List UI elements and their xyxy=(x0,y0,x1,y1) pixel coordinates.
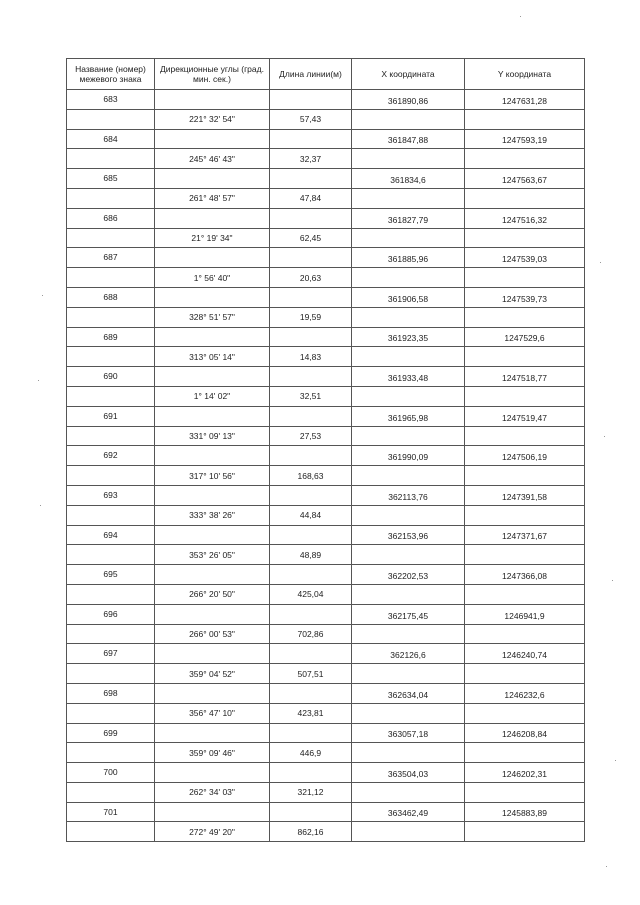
table-cell-name xyxy=(67,822,155,842)
table-cell-length xyxy=(270,129,352,149)
table-cell-x xyxy=(352,545,465,565)
table-row xyxy=(67,584,585,604)
table-cell-y xyxy=(465,149,585,169)
table-cell-x xyxy=(352,466,465,486)
table-cell-name: 694 xyxy=(67,525,155,545)
table-cell-length: 57,43 xyxy=(270,109,352,129)
table-cell-length: 47,84 xyxy=(270,188,352,208)
table-cell-name xyxy=(67,386,155,406)
table-cell-x xyxy=(352,782,465,802)
table-cell-name: 697 xyxy=(67,644,155,664)
table-cell-angle xyxy=(155,525,270,545)
table-cell-x: 361965,98 xyxy=(352,406,465,426)
table-cell-x: 361990,09 xyxy=(352,446,465,466)
table-cell-x xyxy=(352,347,465,367)
table-cell-length: 168,63 xyxy=(270,466,352,486)
table-cell-angle xyxy=(155,565,270,585)
table-row xyxy=(67,327,585,347)
table-cell-angle: 1° 14' 02" xyxy=(155,386,270,406)
table-cell-length: 507,51 xyxy=(270,664,352,684)
table-cell-name: 701 xyxy=(67,802,155,822)
table-cell-angle xyxy=(155,763,270,783)
table-cell-y xyxy=(465,109,585,129)
table-cell-length xyxy=(270,406,352,426)
table-row xyxy=(67,763,585,783)
table-cell-length xyxy=(270,169,352,189)
table-cell-angle xyxy=(155,723,270,743)
scan-speck xyxy=(600,262,601,263)
table-cell-x xyxy=(352,188,465,208)
header-x: X координата xyxy=(352,59,465,90)
header-row xyxy=(67,59,585,90)
table-cell-length xyxy=(270,367,352,387)
table-cell-x: 362202,53 xyxy=(352,565,465,585)
table-cell-x: 363504,03 xyxy=(352,763,465,783)
table-header xyxy=(67,59,585,90)
table-cell-angle xyxy=(155,446,270,466)
table-cell-length: 44,84 xyxy=(270,505,352,525)
table-row xyxy=(67,782,585,802)
table-cell-y xyxy=(465,624,585,644)
table-cell-name: 685 xyxy=(67,169,155,189)
table-cell-y: 1245883,89 xyxy=(465,802,585,822)
table-cell-length xyxy=(270,485,352,505)
table-row xyxy=(67,248,585,268)
table-row xyxy=(67,406,585,426)
table-cell-x xyxy=(352,664,465,684)
table-cell-name xyxy=(67,703,155,723)
table-cell-x xyxy=(352,584,465,604)
table-cell-y xyxy=(465,664,585,684)
table-cell-x: 362634,04 xyxy=(352,683,465,703)
table-cell-x: 361923,35 xyxy=(352,327,465,347)
table-cell-length xyxy=(270,802,352,822)
table-row xyxy=(67,287,585,307)
table-cell-y xyxy=(465,188,585,208)
table-cell-x xyxy=(352,149,465,169)
table-cell-x xyxy=(352,307,465,327)
table-cell-y: 1247366,08 xyxy=(465,565,585,585)
table-cell-name: 698 xyxy=(67,683,155,703)
table-cell-x xyxy=(352,268,465,288)
table-cell-y xyxy=(465,782,585,802)
table-row xyxy=(67,307,585,327)
header-y: Y координата xyxy=(465,59,585,90)
table-cell-name xyxy=(67,426,155,446)
table-cell-y xyxy=(465,307,585,327)
table-cell-name xyxy=(67,307,155,327)
table-cell-length xyxy=(270,446,352,466)
table-cell-y xyxy=(465,743,585,763)
table-cell-x: 361890,86 xyxy=(352,90,465,110)
table-row xyxy=(67,347,585,367)
table-cell-x xyxy=(352,822,465,842)
table-cell-name xyxy=(67,228,155,248)
table-cell-angle xyxy=(155,169,270,189)
table-cell-name xyxy=(67,268,155,288)
table-cell-angle: 272° 49' 20" xyxy=(155,822,270,842)
table-cell-angle xyxy=(155,604,270,624)
table-row xyxy=(67,703,585,723)
scan-speck xyxy=(40,505,41,506)
table-cell-x: 363057,18 xyxy=(352,723,465,743)
table-cell-angle: 353° 26' 05" xyxy=(155,545,270,565)
table-cell-length xyxy=(270,604,352,624)
table-cell-name xyxy=(67,664,155,684)
table-cell-name xyxy=(67,347,155,367)
table-cell-y xyxy=(465,505,585,525)
table-cell-length xyxy=(270,208,352,228)
table-cell-y xyxy=(465,347,585,367)
table-cell-y: 1247539,03 xyxy=(465,248,585,268)
table-row xyxy=(67,664,585,684)
table-cell-length: 27,53 xyxy=(270,426,352,446)
table-cell-x: 361847,88 xyxy=(352,129,465,149)
table-cell-name xyxy=(67,149,155,169)
table-cell-angle: 1° 56' 40" xyxy=(155,268,270,288)
table-cell-angle xyxy=(155,485,270,505)
table-cell-length: 702,86 xyxy=(270,624,352,644)
table-cell-length: 48,89 xyxy=(270,545,352,565)
table-row xyxy=(67,386,585,406)
table-body xyxy=(67,90,585,842)
table-cell-y: 1247516,32 xyxy=(465,208,585,228)
scan-speck xyxy=(606,866,607,867)
table-cell-length: 446,9 xyxy=(270,743,352,763)
table-cell-length: 19,59 xyxy=(270,307,352,327)
table-cell-angle: 313° 05' 14" xyxy=(155,347,270,367)
table-cell-angle xyxy=(155,287,270,307)
table-cell-length: 425,04 xyxy=(270,584,352,604)
table-cell-name: 684 xyxy=(67,129,155,149)
table-cell-name: 692 xyxy=(67,446,155,466)
table-cell-y: 1247371,67 xyxy=(465,525,585,545)
table-cell-x xyxy=(352,386,465,406)
table-row xyxy=(67,446,585,466)
table-cell-x: 361933,48 xyxy=(352,367,465,387)
table-cell-length xyxy=(270,723,352,743)
table-cell-x: 362126,6 xyxy=(352,644,465,664)
table-cell-angle xyxy=(155,406,270,426)
table-cell-y xyxy=(465,426,585,446)
table-cell-length: 20,63 xyxy=(270,268,352,288)
table-cell-x: 363462,49 xyxy=(352,802,465,822)
table-row xyxy=(67,565,585,585)
table-cell-length xyxy=(270,248,352,268)
table-cell-length xyxy=(270,90,352,110)
table-row xyxy=(67,644,585,664)
table-cell-length xyxy=(270,644,352,664)
table-row xyxy=(67,624,585,644)
scan-speck xyxy=(520,16,521,17)
table-cell-name: 693 xyxy=(67,485,155,505)
table-cell-x xyxy=(352,228,465,248)
table-cell-angle xyxy=(155,90,270,110)
table-cell-angle xyxy=(155,248,270,268)
header-angle: Дирекционные углы (град. мин. сек.) xyxy=(155,59,270,90)
table-cell-name xyxy=(67,624,155,644)
table-cell-x: 361885,96 xyxy=(352,248,465,268)
table-cell-length: 423,81 xyxy=(270,703,352,723)
table-cell-name xyxy=(67,584,155,604)
table-cell-angle: 221° 32' 54" xyxy=(155,109,270,129)
table-cell-name xyxy=(67,782,155,802)
table-row xyxy=(67,109,585,129)
table-row xyxy=(67,822,585,842)
table-cell-angle: 359° 04' 52" xyxy=(155,664,270,684)
table-cell-angle: 21° 19' 34" xyxy=(155,228,270,248)
table-cell-y: 1247529,6 xyxy=(465,327,585,347)
table-cell-name: 691 xyxy=(67,406,155,426)
table-cell-x: 361906,58 xyxy=(352,287,465,307)
table-row xyxy=(67,604,585,624)
table-cell-length xyxy=(270,683,352,703)
table-cell-name xyxy=(67,743,155,763)
table-cell-x xyxy=(352,703,465,723)
table-row xyxy=(67,228,585,248)
table-row xyxy=(67,426,585,446)
table-cell-length: 32,37 xyxy=(270,149,352,169)
table-cell-angle: 359° 09' 46" xyxy=(155,743,270,763)
table-cell-name: 686 xyxy=(67,208,155,228)
table-cell-y: 1246240,74 xyxy=(465,644,585,664)
table-cell-y: 1247518,77 xyxy=(465,367,585,387)
table-cell-x xyxy=(352,426,465,446)
table-cell-length: 862,16 xyxy=(270,822,352,842)
table-cell-y: 1247539,73 xyxy=(465,287,585,307)
table-cell-name: 683 xyxy=(67,90,155,110)
table-cell-x xyxy=(352,743,465,763)
table-row xyxy=(67,485,585,505)
boundary-coordinates-table xyxy=(66,58,585,842)
table-cell-y: 1247631,28 xyxy=(465,90,585,110)
table-row xyxy=(67,743,585,763)
table-cell-y xyxy=(465,386,585,406)
table-cell-angle: 245° 46' 43" xyxy=(155,149,270,169)
table-cell-angle: 317° 10' 56" xyxy=(155,466,270,486)
table-cell-angle: 266° 20' 50" xyxy=(155,584,270,604)
table-cell-x: 362153,96 xyxy=(352,525,465,545)
table-cell-name xyxy=(67,188,155,208)
table-cell-name xyxy=(67,109,155,129)
table-cell-y: 1247593,19 xyxy=(465,129,585,149)
table-row xyxy=(67,129,585,149)
table-cell-angle: 333° 38' 26" xyxy=(155,505,270,525)
table-cell-angle: 356° 47' 10" xyxy=(155,703,270,723)
table-cell-length xyxy=(270,565,352,585)
scan-speck xyxy=(612,580,613,581)
header-length: Длина линии(м) xyxy=(270,59,352,90)
table-cell-angle xyxy=(155,208,270,228)
header-name: Название (номер) межевого знака xyxy=(67,59,155,90)
table-row xyxy=(67,188,585,208)
table-row xyxy=(67,169,585,189)
table-cell-y: 1247519,47 xyxy=(465,406,585,426)
table-cell-angle xyxy=(155,644,270,664)
scan-speck xyxy=(38,380,39,381)
table-cell-y: 1246202,31 xyxy=(465,763,585,783)
table-cell-y xyxy=(465,822,585,842)
table-cell-name: 695 xyxy=(67,565,155,585)
table-cell-x: 362113,76 xyxy=(352,485,465,505)
table-cell-angle xyxy=(155,367,270,387)
table-cell-x xyxy=(352,109,465,129)
table-row xyxy=(67,505,585,525)
table-cell-length: 62,45 xyxy=(270,228,352,248)
table-cell-y xyxy=(465,545,585,565)
table-cell-name xyxy=(67,505,155,525)
table-cell-x xyxy=(352,505,465,525)
table-cell-y xyxy=(465,703,585,723)
table-cell-y xyxy=(465,466,585,486)
scan-speck xyxy=(604,436,605,437)
table-cell-x: 361834,6 xyxy=(352,169,465,189)
table-cell-y: 1247506,19 xyxy=(465,446,585,466)
table-cell-name: 690 xyxy=(67,367,155,387)
table-row xyxy=(67,525,585,545)
table-cell-name: 699 xyxy=(67,723,155,743)
table-cell-y xyxy=(465,268,585,288)
table-cell-y xyxy=(465,584,585,604)
table-cell-name xyxy=(67,466,155,486)
table-row xyxy=(67,466,585,486)
table-row xyxy=(67,367,585,387)
table-row xyxy=(67,683,585,703)
table-cell-angle: 261° 48' 57" xyxy=(155,188,270,208)
scan-speck xyxy=(615,760,616,761)
table-cell-y: 1246208,84 xyxy=(465,723,585,743)
table-cell-y: 1247391,58 xyxy=(465,485,585,505)
table-cell-angle: 328° 51' 57" xyxy=(155,307,270,327)
table-cell-y xyxy=(465,228,585,248)
table-cell-length xyxy=(270,763,352,783)
table-cell-angle xyxy=(155,683,270,703)
table-cell-x: 361827,79 xyxy=(352,208,465,228)
table-row xyxy=(67,268,585,288)
scan-speck xyxy=(42,295,43,296)
table-cell-name: 700 xyxy=(67,763,155,783)
table-cell-angle xyxy=(155,327,270,347)
table-cell-y: 1246232,6 xyxy=(465,683,585,703)
table-cell-name xyxy=(67,545,155,565)
table-cell-angle: 262° 34' 03" xyxy=(155,782,270,802)
table-row xyxy=(67,723,585,743)
table-row xyxy=(67,90,585,110)
table-cell-length xyxy=(270,287,352,307)
table-cell-length xyxy=(270,525,352,545)
table-cell-angle xyxy=(155,802,270,822)
table-cell-y: 1246941,9 xyxy=(465,604,585,624)
table-cell-name: 696 xyxy=(67,604,155,624)
table-row xyxy=(67,208,585,228)
table-cell-name: 688 xyxy=(67,287,155,307)
table-cell-name: 687 xyxy=(67,248,155,268)
table-cell-angle xyxy=(155,129,270,149)
table-cell-angle: 266° 00' 53" xyxy=(155,624,270,644)
table-cell-x xyxy=(352,624,465,644)
table-row xyxy=(67,545,585,565)
table-row xyxy=(67,149,585,169)
table-cell-x: 362175,45 xyxy=(352,604,465,624)
table-cell-name: 689 xyxy=(67,327,155,347)
table-row xyxy=(67,802,585,822)
table-cell-angle: 331° 09' 13" xyxy=(155,426,270,446)
table-cell-y: 1247563,67 xyxy=(465,169,585,189)
table-cell-length xyxy=(270,327,352,347)
table-cell-length: 32,51 xyxy=(270,386,352,406)
table-cell-length: 14,83 xyxy=(270,347,352,367)
table-cell-length: 321,12 xyxy=(270,782,352,802)
